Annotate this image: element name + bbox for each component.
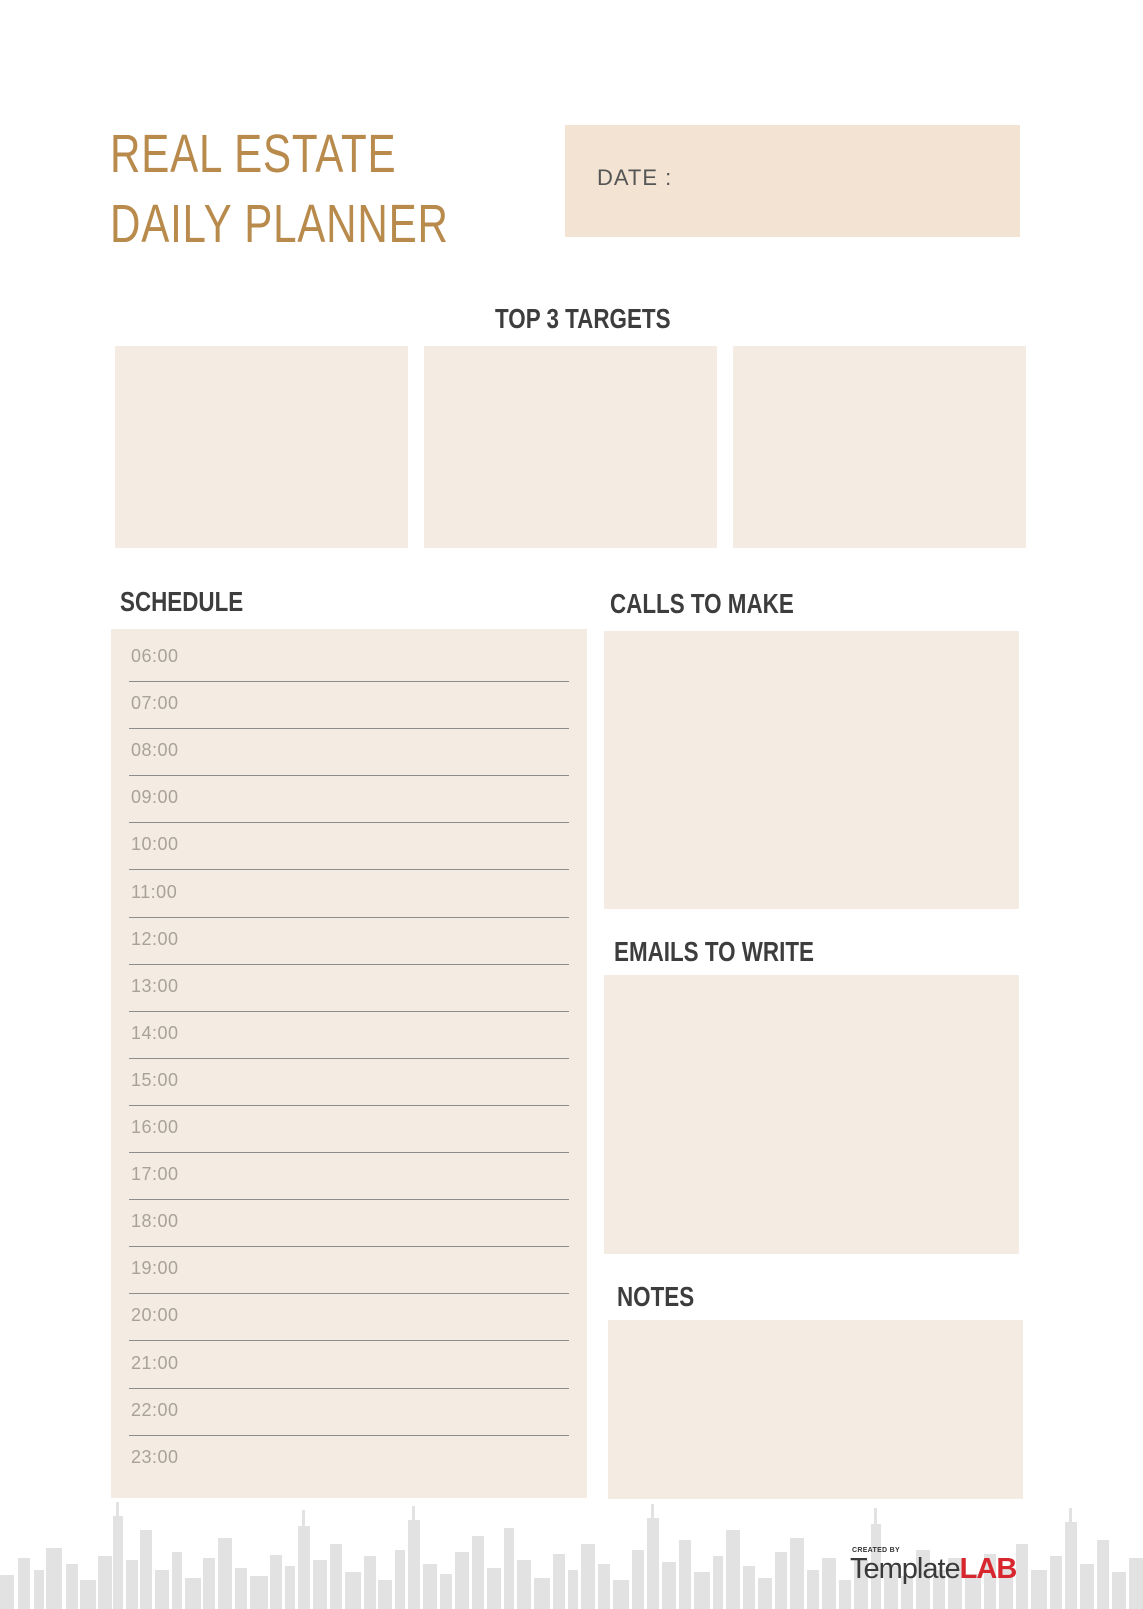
logo-lab-text: LAB bbox=[959, 1553, 1017, 1585]
schedule-slot[interactable] bbox=[129, 965, 569, 1012]
schedule-panel bbox=[111, 629, 587, 1498]
schedule-slot[interactable] bbox=[129, 729, 569, 776]
schedule-slot[interactable] bbox=[129, 682, 569, 729]
calls-box[interactable] bbox=[604, 631, 1019, 909]
schedule-time-label: 16:00 bbox=[131, 1117, 179, 1137]
target-box-2[interactable] bbox=[424, 346, 717, 548]
calls-heading: CALLS TO MAKE bbox=[610, 588, 794, 619]
schedule-time-label: 11:00 bbox=[131, 881, 178, 902]
schedule-slot[interactable] bbox=[129, 1436, 569, 1483]
schedule-slot[interactable] bbox=[129, 1153, 569, 1200]
emails-box[interactable] bbox=[604, 975, 1019, 1254]
schedule-time-label: 23:00 bbox=[131, 1446, 179, 1467]
notes-box[interactable] bbox=[608, 1320, 1023, 1499]
schedule-slot[interactable] bbox=[129, 823, 569, 870]
target-box-1[interactable] bbox=[115, 346, 408, 548]
page-title-line-1: REAL ESTATE bbox=[110, 124, 397, 184]
schedule-slot[interactable] bbox=[129, 1059, 569, 1106]
schedule-time-label: 20:00 bbox=[131, 1305, 179, 1326]
target-box-3[interactable] bbox=[733, 346, 1026, 548]
schedule-time-label: 10:00 bbox=[131, 834, 179, 855]
schedule-time-label: 17:00 bbox=[131, 1164, 179, 1185]
schedule-slot[interactable] bbox=[129, 1247, 569, 1294]
targets-heading: TOP 3 TARGETS bbox=[495, 303, 671, 334]
schedule-slot[interactable] bbox=[129, 1389, 569, 1436]
schedule-time-label: 22:00 bbox=[131, 1399, 179, 1420]
schedule-slot[interactable] bbox=[129, 1106, 569, 1153]
page-title-line-2: DAILY PLANNER bbox=[110, 194, 449, 254]
schedule-time-label: 07:00 bbox=[131, 693, 179, 714]
notes-heading: NOTES bbox=[617, 1281, 695, 1312]
schedule-slot[interactable] bbox=[129, 635, 569, 682]
schedule-time-label: 13:00 bbox=[131, 975, 179, 996]
schedule-time-label: 12:00 bbox=[131, 928, 179, 949]
emails-heading: EMAILS TO WRITE bbox=[614, 936, 814, 967]
schedule-slot[interactable] bbox=[129, 1342, 569, 1389]
schedule-slot[interactable] bbox=[129, 871, 569, 918]
schedule-time-label: 06:00 bbox=[131, 646, 179, 666]
templatelab-logo bbox=[850, 1547, 1040, 1587]
schedule-time-label: 15:00 bbox=[131, 1069, 179, 1090]
schedule-time-label: 19:00 bbox=[131, 1258, 179, 1279]
schedule-slot[interactable] bbox=[129, 1294, 569, 1341]
schedule-slot[interactable] bbox=[129, 1200, 569, 1247]
date-label: DATE : bbox=[597, 165, 673, 190]
logo-template-text: Template bbox=[850, 1553, 960, 1585]
schedule-time-label: 08:00 bbox=[131, 740, 179, 761]
schedule-time-label: 09:00 bbox=[131, 787, 179, 808]
schedule-slot[interactable] bbox=[129, 776, 569, 823]
schedule-slot[interactable] bbox=[129, 1012, 569, 1059]
schedule-time-label: 21:00 bbox=[131, 1352, 179, 1373]
schedule-time-label: 14:00 bbox=[131, 1022, 179, 1043]
schedule-time-label: 18:00 bbox=[131, 1211, 179, 1232]
logo-wordmark bbox=[850, 1553, 1016, 1586]
date-field[interactable] bbox=[565, 125, 1020, 237]
schedule-heading: SCHEDULE bbox=[120, 586, 244, 617]
schedule-slot[interactable] bbox=[129, 918, 569, 965]
logo-created-by: CREATED BY bbox=[852, 1547, 900, 1554]
